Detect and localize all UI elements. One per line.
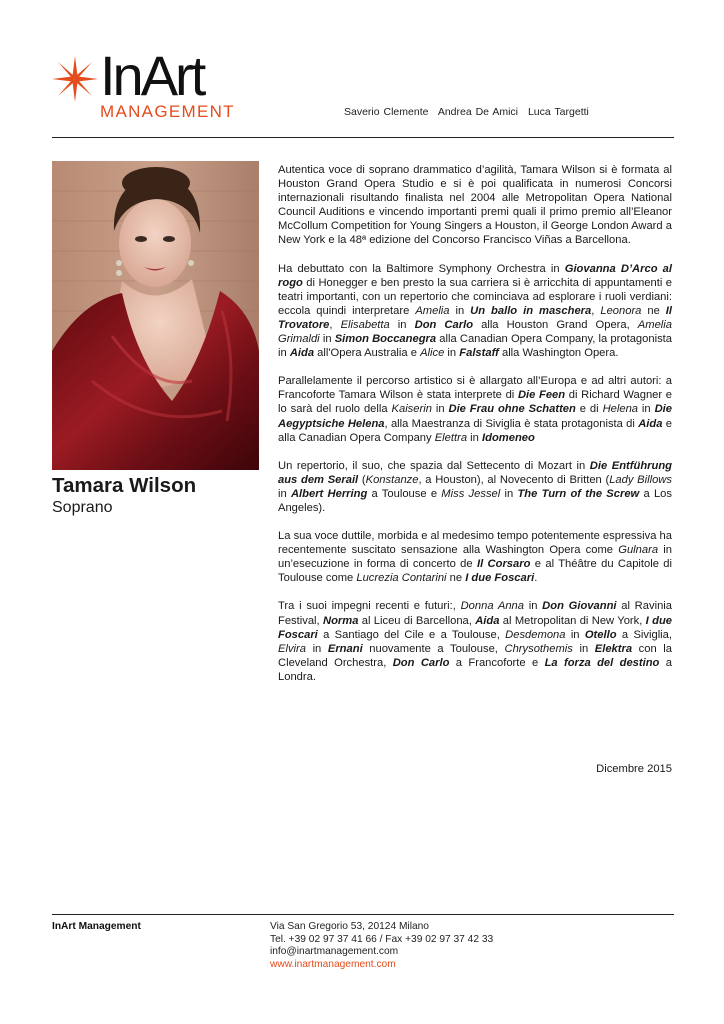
staff-name: Andrea De Amici	[437, 106, 519, 118]
footer-website-link[interactable]: www.inartmanagement.com	[270, 959, 396, 971]
footer-email[interactable]: info@inartmanagement.com	[270, 946, 399, 958]
bio-paragraph: Parallelamente il percorso artistico si è allargato all’Europa e ad altri autori: a Francoforte Tamara Wilson è stata interprete di Die Feen di Richard Wagner e lo sarà del ruolo della Kaiserin in Die Frau ohne Schatten e di Helena in Die Aegyptsiche Helena, alla Maestranza di Siviglia è stata protagonista di Aida e alla Canadian Opera Company Elettra in Idomeneo	[278, 375, 672, 444]
bio-paragraph: Tra i suoi impegni recenti e futuri:, Donna Anna in Don Giovanni al Ravinia Festival, Norma al Liceu di Barcellona, Aida al Metropolitan di New York, I due Foscari a Santiago del Cile e a Toulouse, Desdemona in Otello a Siviglia, Elvira in Ernani nuovamente a Toulouse, Chrysothemis in Elektra con la Cleveland Orchestra, Don Carlo a Francoforte e La forza del destino a Londra.	[278, 600, 672, 683]
bio-paragraph: La sua voce duttile, morbida e al medesimo tempo potentemente espressiva ha recentemente suscitato sensazione alla Washington Opera come Gulnara in un’esecuzione in forma di concerto de Il Corsaro e al Théâtre du Capitole di Toulouse come Lucrezia Contarini ne I due Foscari.	[278, 530, 672, 585]
logo-wordmark: InArt	[100, 44, 204, 107]
inart-logo	[52, 44, 252, 125]
staff-name: Saverio Clemente	[344, 106, 429, 118]
footer-address: Via San Gregorio 53, 20124 Milano	[270, 921, 429, 932]
star-icon	[52, 56, 98, 102]
bio-paragraph: Un repertorio, il suo, che spazia dal Settecento di Mozart in Die Entführung aus dem Serail (Konstanze, a Houston), al Novecento di Britten (Lady Billows in Albert Herring a Toulouse e Miss Jessel in The Turn of the Screw a Los Angeles).	[278, 459, 673, 514]
footer-contact	[270, 921, 493, 972]
header-divider	[52, 137, 674, 138]
footer-phone: Tel. +39 02 97 37 41 66 / Fax +39 02 97 37 42 33	[270, 933, 494, 945]
bio-paragraph: Ha debuttato con la Baltimore Symphony Orchestra in Giovanna D’Arco al rogo di Honegger e ben presto la sua carriera si è arricchita di appuntamenti e teatri importanti, con un repertorio che cominciava ad esplorare i ruoli verdiani: eccola quindi interpretare Amelia in Un ballo in maschera, Leonora ne Il Trovatore, Elisabetta in Don Carlo alla Houston Grand Opera, Amelia Grimaldi in Simon Boccanegra alla Canadian Opera Company, la protagonista in Aida all'Opera Australia e Alice in Falstaff alla Washington Opera.	[278, 262, 673, 360]
logo-subtitle: MANAGEMENT	[100, 102, 235, 121]
staff-names	[344, 106, 595, 118]
footer-company: InArt Management	[52, 921, 141, 932]
artist-name: Tamara Wilson	[52, 474, 197, 497]
artist-voice-type: Soprano	[52, 499, 113, 516]
biography	[278, 163, 672, 698]
artist-photo	[52, 161, 259, 470]
bio-date: Dicembre 2015	[596, 763, 672, 775]
footer-divider	[52, 914, 674, 915]
staff-name: Luca Targetti	[527, 106, 589, 118]
bio-paragraph: Autentica voce di soprano drammatico d’agilità, Tamara Wilson si è formata al Houston Grand Opera Studio e si è poi qualificata in numerosi Concorsi internazionali risultando finalista nel 2004 alle Metropolitan Opera National Council Auditions e vincendo importanti premi quali il primo premio all’Eleanor McCollum Competition for Young Singers a Houston, il George London Award a New York e la 48ª edizione del Concorso Francisco Viñas a Barcellona.	[278, 164, 672, 247]
